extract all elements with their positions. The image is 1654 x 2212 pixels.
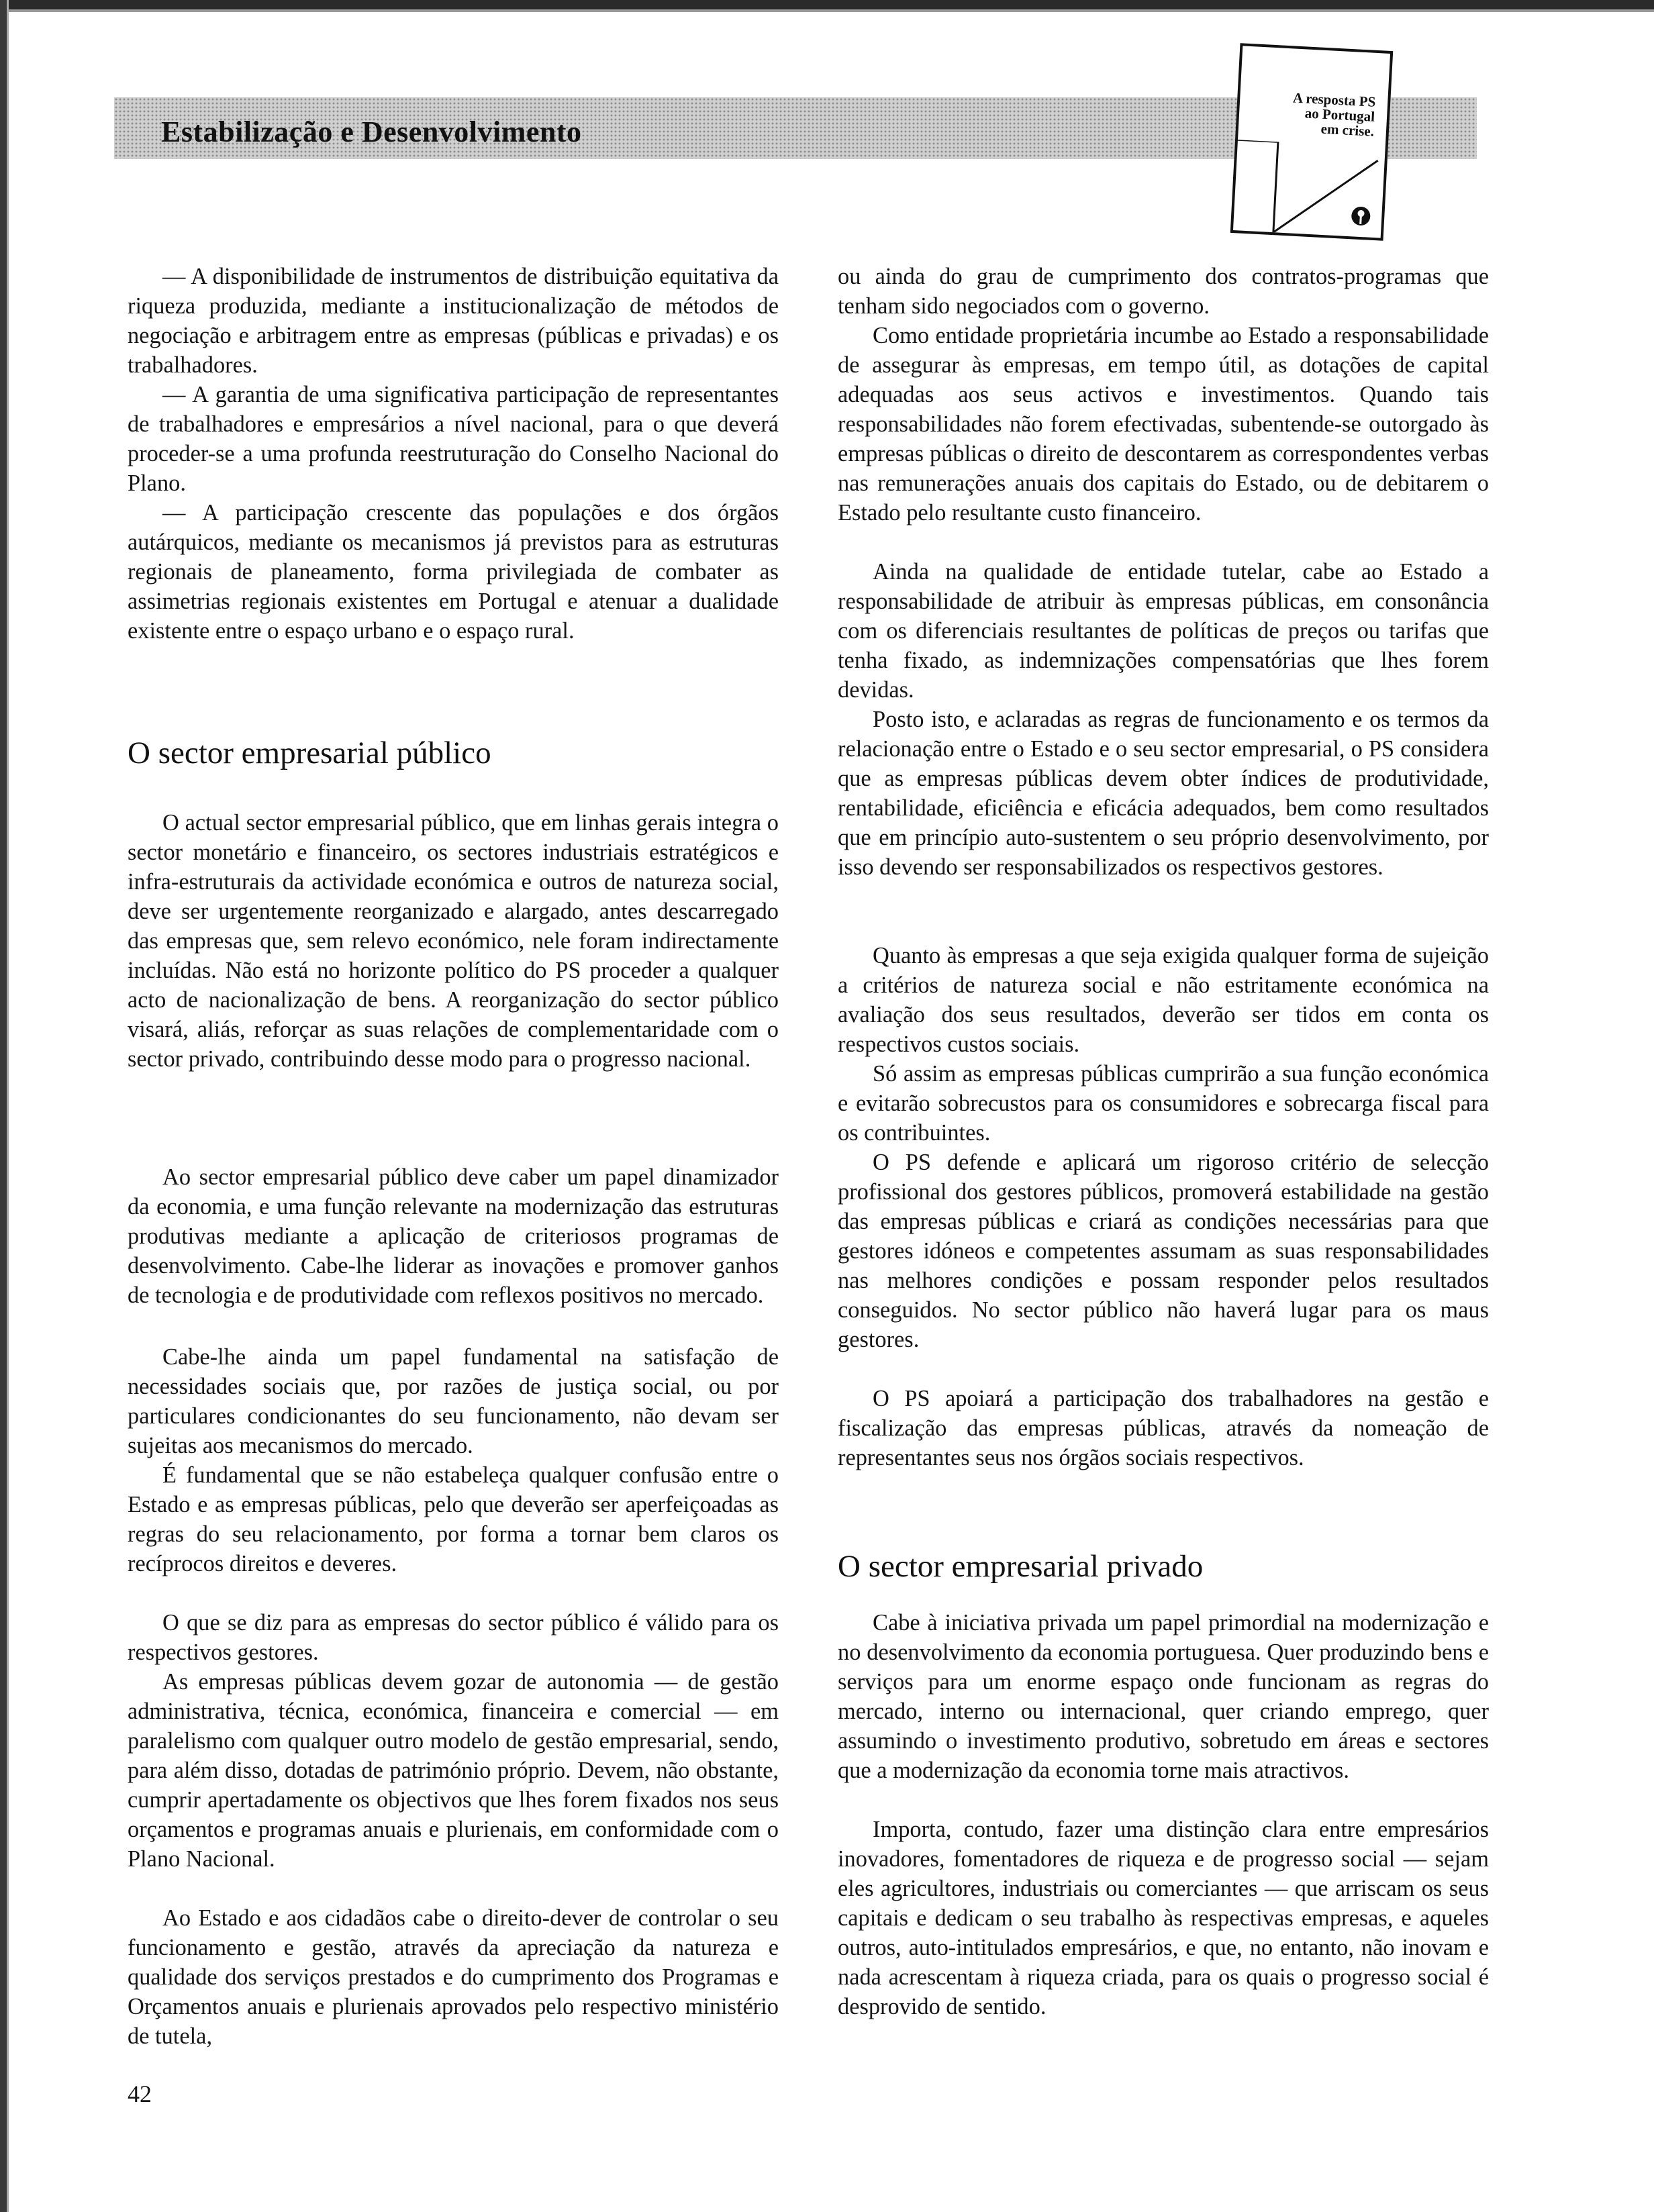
paragraph: O que se diz para as empresas do sector público é válido para os respectivos gestores. (128, 1610, 779, 1665)
page-left-border-shadow (7, 0, 9, 2212)
paragraph: Ao sector empresarial público deve caber um papel dinamizador da economia, e uma função relevante na modernização das estruturas produtivas mediante a aplicação de criteriosos programas de desenvolvimento. Cabe-lhe liderar as inovações e promover ganhos de tecnologia e de produtividade com reflexos positivos no mercado. (128, 1164, 779, 1308)
paragraph: Cabe à iniciativa privada um papel primordial na modernização e no desenvolvimento da economia portuguesa. Quer produzindo bens e serviços para um enorme espaço onde funcionam as regras do mercado, interno ou internacional, quer criando emprego, quer assumindo o investimento produtivo, sobretudo em áreas e sectores que a modernização da economia torne mais atractivos. (838, 1610, 1489, 1783)
book-cover-title (1260, 89, 1376, 139)
paragraph: O actual sector empresarial público, que em linhas gerais integra o sector monetário e financeiro, os sectores industriais estratégicos e infra-estruturais da actividade económica e outros de natureza social, deve ser urgentemente reorganizado e alargado, antes descarregado das empresas que, sem relevo económico, nele foram indirectamente incluídas. Não está no horizonte político do PS proceder a qualquer acto de nacionalização de bens. A reorganização do sector público visará, aliás, reforçar as suas relações de complementaridade com o sector privado, contribuindo desse modo para o progresso nacional. (128, 810, 779, 1072)
paragraph: Cabe-lhe ainda um papel fundamental na satisfação de necessidades sociais que, por razões de justiça social, ou por particulares condicionantes do seu funcionamento, não devam ser sujeitas aos mecanismos do mercado. (128, 1344, 779, 1458)
paragraph: É fundamental que se não estabeleça qualquer confusão entre o Estado e as empresas públicas, pelo que deverão ser aperfeiçoadas as regras do seu relacionamento, por forma a tornar bem claros os recíprocos direitos e deveres. (128, 1462, 779, 1576)
paragraph: — A participação crescente das populações e dos órgãos autárquicos, mediante os mecanismos já previstos para as estruturas regionais de planeamento, forma privilegiada de combater as assimetrias regionais existentes em Portugal e atenuar a dualidade existente entre o espaço urbano e o espaço rural. (128, 500, 779, 644)
paragraph: O PS defende e aplicará um rigoroso critério de selecção profissional dos gestores públicos, promoverá estabilidade na gestão das empresas públicas e criará as condições necessárias para que gestores idóneos e competentes assumam as suas responsabilidades nas melhores condições e possam responder pelos resultados conseguidos. No sector público não haverá lugar para os maus gestores. (838, 1150, 1489, 1352)
paragraph: Ainda na qualidade de entidade tutelar, cabe ao Estado a responsabilidade de atribuir às empresas públicas, em consonância com os diferenciais resultantes de políticas de preços ou tarifas que tenha fixado, as indemnizações compensatórias que lhes forem devidas. (838, 559, 1489, 703)
book-cover-line: em crise. (1320, 120, 1375, 140)
book-cover-line: A resposta PS (1292, 89, 1376, 110)
paragraph: Posto isto, e aclaradas as regras de funcionamento e os termos da relacionação entre o Estado e o seu sector empresarial, o PS considera que as empresas públicas devem obter índices de produtividade, rentabilidade, eficiência e eficácia adequados, bem como resultados que em princípio auto-sustentem o seu próprio desenvolvimento, por isso devendo ser responsabilizados os respectivos gestores. (838, 707, 1489, 880)
paragraph: O PS apoiará a participação dos trabalhadores na gestão e fiscalização das empresas públicas, através da nomeação de representantes seus nos órgãos sociais respectivos. (838, 1386, 1489, 1470)
book-cover-line: ao Portugal (1304, 105, 1375, 125)
section-heading: O sector empresarial público (128, 736, 491, 770)
page-top-border (0, 0, 1654, 9)
paragraph: Importa, contudo, fazer uma distinção clara entre empresários inovadores, fomentadores de riqueza e de progresso social — sejam eles agricultores, industriais ou comerciantes — que arriscam os seus capitais e dedicam o seu trabalho às respectivas empresas, e aqueles outros, auto-intitulados empresários, e que, no entanto, não inovam e nada acrescentam à riqueza criada, para os quais o progresso social é desprovido de sentido. (838, 1817, 1489, 2019)
paragraph: Ao Estado e aos cidadãos cabe o direito-dever de controlar o seu funcionamento e gestão, através da apreciação da natureza e qualidade dos serviços prestados e do cumprimento dos Programas e Orçamentos anuais e plurienais aprovados pelo respectivo ministério de tutela, (128, 1905, 779, 2049)
page-number: 42 (128, 2080, 152, 2107)
paragraph: — A disponibilidade de instrumentos de distribuição equitativa da riqueza produzida, mediante a institucionalização de métodos de negociação e arbitragem entre as empresas (públicas e privadas) e os trabalhadores. (128, 264, 779, 378)
paragraph: Como entidade proprietária incumbe ao Estado a responsabilidade de assegurar às empresas, em tempo útil, as dotações de capital adequadas aos seus activos e investimentos. Quando tais responsabilidades não forem efectivadas, subentende-se outorgado às empresas públicas o direito de descontarem as correspondentes verbas nas remunerações anuais dos capitais do Estado, ou de debitarem o Estado pelo resultante custo financeiro. (838, 323, 1489, 525)
paragraph: Só assim as empresas públicas cumprirão a sua função económica e evitarão sobrecustos para os consumidores e sobrecarga fiscal para os contribuintes. (838, 1061, 1489, 1146)
paragraph: Quanto às empresas a que seja exigida qualquer forma de sujeição a critérios de natureza social e não estritamente económica na avaliação dos seus resultados, deverão ser tidos em conta os respectivos custos sociais. (838, 943, 1489, 1057)
page-top-border-shadow (0, 9, 1654, 12)
paragraph: — A garantia de uma significativa participação de representantes de trabalhadores e empresários a nível nacional, para o que deverá proceder-se a uma profunda reestruturação do Conselho Nacional do Plano. (128, 382, 779, 496)
book-cover-illustration (1230, 43, 1393, 241)
page-left-border (0, 0, 7, 2212)
book-cover-fold (1233, 140, 1385, 238)
paragraph: As empresas públicas devem gozar de autonomia — de gestão administrativa, técnica, económica, financeira e comercial — em paralelismo com qualquer outro modelo de gestão empresarial, sendo, para além disso, dotadas de património próprio. Devem, não obstante, cumprir apertadamente os objectivos que lhes forem fixados nos seus orçamentos e programas anuais e plurienais, em conformidade com o Plano Nacional. (128, 1669, 779, 1872)
section-title: Estabilização e Desenvolvimento (161, 115, 582, 148)
paragraph: ou ainda do grau de cumprimento dos contratos-programas que tenham sido negociados com o governo. (838, 264, 1489, 319)
section-heading: O sector empresarial privado (838, 1549, 1204, 1584)
